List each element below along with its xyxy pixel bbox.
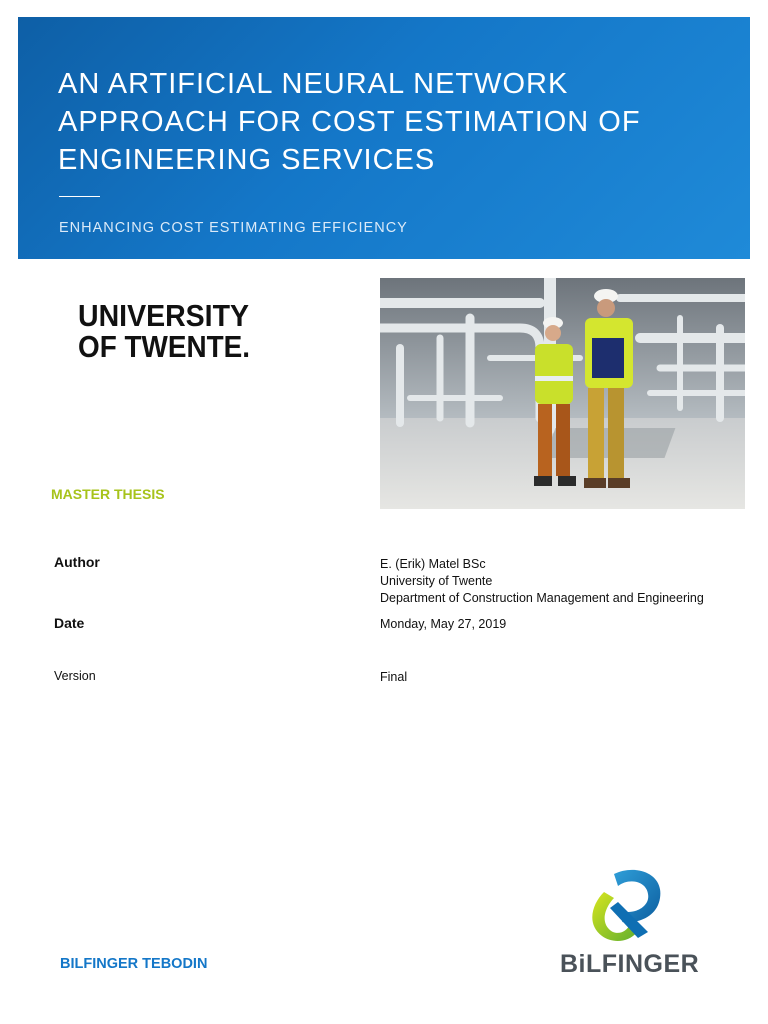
logo-line: OF TWENTE. [78,329,250,364]
document-title [58,65,718,179]
author-name: E. (Erik) Matel BSc [380,557,486,571]
date-value: Monday, May 27, 2019 [380,617,507,631]
title-line: AN ARTIFICIAL NEURAL NETWORK [58,68,569,100]
date-label: Date [54,615,85,631]
company-name: BILFINGER TEBODIN [60,956,208,972]
title-banner [18,17,750,259]
document-type-label: MASTER THESIS [51,486,165,502]
author-details [380,556,704,607]
author-department: Department of Construction Management and Engineering [380,591,704,605]
bilfinger-wordmark: BiLFINGER [560,950,700,978]
cover-photo [380,278,745,509]
title-line: APPROACH FOR COST ESTIMATION OF [58,106,641,138]
document-subtitle: ENHANCING COST ESTIMATING EFFICIENCY [59,220,408,236]
author-institution: University of Twente [380,574,493,588]
version-value: Final [380,670,408,684]
university-of-twente-logo [78,297,253,365]
title-divider [59,196,100,197]
author-label: Author [54,554,100,570]
logo-line: UNIVERSITY [78,298,250,333]
industrial-plant-photo [380,278,745,509]
title-line: ENGINEERING SERVICES [58,144,436,176]
version-label: Version [54,669,96,683]
